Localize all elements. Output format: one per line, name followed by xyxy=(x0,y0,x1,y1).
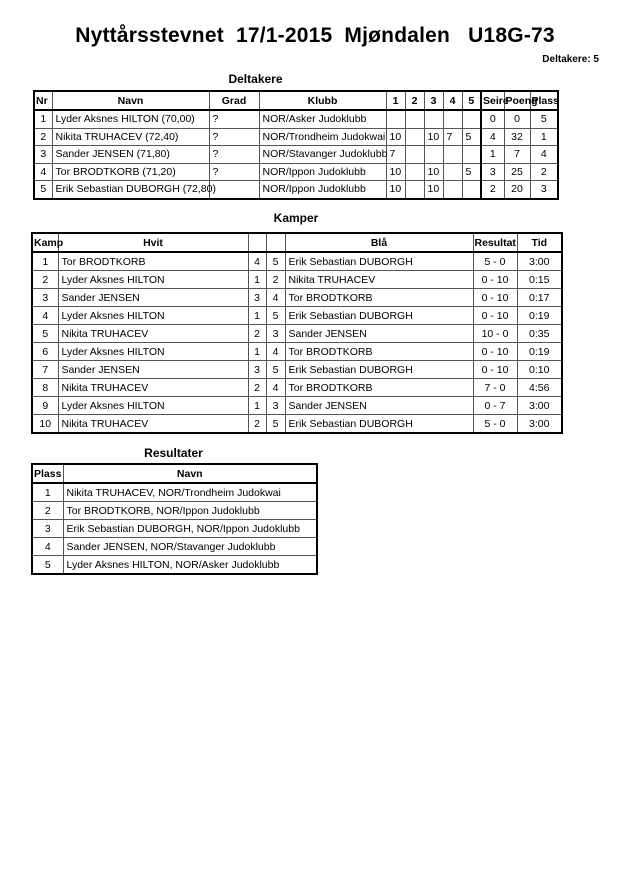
kamper-cell-hvit: Lyder Aksnes HILTON xyxy=(58,397,248,415)
deltakere-cell-navn: Tor BRODTKORB (71,20) xyxy=(52,163,209,181)
kamper-cell-resultat: 5 - 0 xyxy=(473,415,517,434)
kamper-cell-bla_nr: 4 xyxy=(266,343,285,361)
deltakere-title: Deltakere xyxy=(228,72,283,86)
deltakere-cell-plass: 2 xyxy=(530,163,558,181)
deltakere-col-header: 4 xyxy=(443,91,462,110)
kamper-row xyxy=(32,289,562,307)
kamper-cell-hvit: Nikita TRUHACEV xyxy=(58,325,248,343)
deltakere-cell-nr: 3 xyxy=(34,146,52,164)
resultater-col-header: Navn xyxy=(63,464,317,483)
resultater-cell-plass: 3 xyxy=(32,520,63,538)
resultater-row xyxy=(32,502,317,520)
kamper-cell-hvit_nr: 1 xyxy=(248,397,266,415)
kamper-cell-hvit_nr: 2 xyxy=(248,325,266,343)
kamper-col-header: Tid xyxy=(517,233,562,252)
kamper-cell-bla_nr: 4 xyxy=(266,289,285,307)
deltakere-cell-s2 xyxy=(405,146,424,164)
kamper-row xyxy=(32,252,562,271)
deltakere-cell-s5: 5 xyxy=(462,128,481,146)
kamper-cell-bla: Tor BRODTKORB xyxy=(285,343,473,361)
kamper-col-header xyxy=(266,233,285,252)
deltakere-col-header: 5 xyxy=(462,91,481,110)
deltakere-col-header: Grad xyxy=(209,91,259,110)
deltakere-cell-s3 xyxy=(424,146,443,164)
kamper-cell-bla: Sander JENSEN xyxy=(285,397,473,415)
kamper-cell-bla_nr: 4 xyxy=(266,379,285,397)
resultater-cell-plass: 2 xyxy=(32,502,63,520)
deltakere-cell-poeng: 32 xyxy=(504,128,530,146)
kamper-cell-bla_nr: 5 xyxy=(266,307,285,325)
kamper-row xyxy=(32,397,562,415)
kamper-cell-kamp: 10 xyxy=(32,415,58,434)
deltakere-cell-klubb: NOR/Trondheim Judokwai xyxy=(259,128,386,146)
kamper-cell-bla_nr: 3 xyxy=(266,397,285,415)
kamper-header-row xyxy=(32,233,562,252)
kamper-cell-tid: 4:56 xyxy=(517,379,562,397)
kamper-cell-hvit: Lyder Aksnes HILTON xyxy=(58,343,248,361)
kamper-cell-kamp: 8 xyxy=(32,379,58,397)
kamper-cell-resultat: 0 - 7 xyxy=(473,397,517,415)
kamper-cell-resultat: 0 - 10 xyxy=(473,361,517,379)
deltakere-cell-s5 xyxy=(462,146,481,164)
resultater-row xyxy=(32,483,317,502)
deltakere-cell-s3 xyxy=(424,110,443,128)
kamper-cell-hvit: Nikita TRUHACEV xyxy=(58,415,248,434)
deltakere-cell-s4 xyxy=(443,181,462,199)
kamper-cell-bla_nr: 5 xyxy=(266,415,285,434)
kamper-cell-resultat: 5 - 0 xyxy=(473,252,517,271)
deltakere-cell-s3: 10 xyxy=(424,181,443,199)
deltakere-cell-s2 xyxy=(405,110,424,128)
deltakere-col-header: 3 xyxy=(424,91,443,110)
deltakere-cell-seire: 2 xyxy=(481,181,504,199)
deltakere-row xyxy=(34,146,558,164)
deltakere-cell-navn: Nikita TRUHACEV (72,40) xyxy=(52,128,209,146)
kamper-cell-hvit: Sander JENSEN xyxy=(58,361,248,379)
kamper-cell-tid: 3:00 xyxy=(517,415,562,434)
deltakere-cell-grad: ? xyxy=(209,146,259,164)
deltakere-row xyxy=(34,128,558,146)
deltakere-cell-grad: ? xyxy=(209,110,259,128)
kamper-cell-bla_nr: 5 xyxy=(266,361,285,379)
deltakere-cell-plass: 3 xyxy=(530,181,558,199)
deltakere-cell-seire: 1 xyxy=(481,146,504,164)
kamper-cell-tid: 0:10 xyxy=(517,361,562,379)
kamper-cell-bla_nr: 3 xyxy=(266,325,285,343)
deltakere-row xyxy=(34,163,558,181)
kamper-cell-bla: Erik Sebastian DUBORGH xyxy=(285,252,473,271)
deltakere-cell-navn: Erik Sebastian DUBORGH (72,80) xyxy=(52,181,209,199)
kamper-cell-tid: 0:17 xyxy=(517,289,562,307)
deltakere-cell-seire: 0 xyxy=(481,110,504,128)
kamper-cell-bla_nr: 2 xyxy=(266,271,285,289)
deltakere-cell-poeng: 25 xyxy=(504,163,530,181)
kamper-col-header xyxy=(248,233,266,252)
kamper-row xyxy=(32,307,562,325)
deltakere-cell-grad xyxy=(209,181,259,199)
kamper-cell-bla: Tor BRODTKORB xyxy=(285,379,473,397)
resultater-cell-navn: Nikita TRUHACEV, NOR/Trondheim Judokwai xyxy=(63,483,317,502)
resultater-cell-navn: Sander JENSEN, NOR/Stavanger Judoklubb xyxy=(63,538,317,556)
deltakere-cell-klubb: NOR/Ippon Judoklubb xyxy=(259,163,386,181)
kamper-cell-hvit: Lyder Aksnes HILTON xyxy=(58,271,248,289)
kamper-cell-kamp: 1 xyxy=(32,252,58,271)
kamper-cell-bla: Nikita TRUHACEV xyxy=(285,271,473,289)
deltakere-row xyxy=(34,181,558,199)
deltakere-cell-seire: 3 xyxy=(481,163,504,181)
deltakere-cell-s2 xyxy=(405,128,424,146)
kamper-cell-bla: Sander JENSEN xyxy=(285,325,473,343)
deltakere-col-header: Seire xyxy=(481,91,504,110)
deltakere-cell-s5 xyxy=(462,181,481,199)
deltakere-cell-klubb: NOR/Asker Judoklubb xyxy=(259,110,386,128)
kamper-cell-kamp: 9 xyxy=(32,397,58,415)
deltakere-cell-s1: 10 xyxy=(386,163,405,181)
deltakere-cell-plass: 5 xyxy=(530,110,558,128)
deltakere-cell-navn: Sander JENSEN (71,80) xyxy=(52,146,209,164)
deltakere-col-header: Klubb xyxy=(259,91,386,110)
kamper-cell-hvit_nr: 4 xyxy=(248,252,266,271)
deltakere-cell-seire: 4 xyxy=(481,128,504,146)
deltakere-cell-klubb: NOR/Stavanger Judoklubb xyxy=(259,146,386,164)
resultater-col-header: Plass xyxy=(32,464,63,483)
kamper-col-header: Resultat xyxy=(473,233,517,252)
deltakere-cell-navn: Lyder Aksnes HILTON (70,00) xyxy=(52,110,209,128)
deltakere-cell-s4 xyxy=(443,110,462,128)
kamper-cell-hvit: Nikita TRUHACEV xyxy=(58,379,248,397)
deltakere-col-header: Plass xyxy=(530,91,558,110)
kamper-cell-hvit_nr: 1 xyxy=(248,343,266,361)
deltakere-cell-grad: ? xyxy=(209,128,259,146)
kamper-row xyxy=(32,343,562,361)
resultater-row xyxy=(32,538,317,556)
kamper-cell-bla: Erik Sebastian DUBORGH xyxy=(285,361,473,379)
kamper-cell-hvit_nr: 1 xyxy=(248,307,266,325)
deltakere-col-header: Nr xyxy=(34,91,52,110)
kamper-title: Kamper xyxy=(273,211,319,225)
kamper-row xyxy=(32,325,562,343)
resultater-cell-navn: Erik Sebastian DUBORGH, NOR/Ippon Judoklubb xyxy=(63,520,317,538)
kamper-cell-resultat: 0 - 10 xyxy=(473,289,517,307)
deltakere-cell-s3: 10 xyxy=(424,163,443,181)
deltakere-table xyxy=(33,90,559,200)
deltakere-col-header: 1 xyxy=(386,91,405,110)
kamper-cell-resultat: 7 - 0 xyxy=(473,379,517,397)
deltakere-cell-nr: 2 xyxy=(34,128,52,146)
kamper-row xyxy=(32,361,562,379)
kamper-row xyxy=(32,379,562,397)
deltakere-col-header: 2 xyxy=(405,91,424,110)
kamper-cell-kamp: 7 xyxy=(32,361,58,379)
kamper-cell-tid: 0:15 xyxy=(517,271,562,289)
deltakere-cell-s3: 10 xyxy=(424,128,443,146)
deltakere-cell-s2 xyxy=(405,163,424,181)
deltakere-cell-s4 xyxy=(443,146,462,164)
deltakere-cell-poeng: 20 xyxy=(504,181,530,199)
deltakere-cell-nr: 1 xyxy=(34,110,52,128)
deltakere-cell-s1: 7 xyxy=(386,146,405,164)
kamper-table xyxy=(31,232,563,434)
resultater-cell-plass: 4 xyxy=(32,538,63,556)
deltakere-cell-s5: 5 xyxy=(462,163,481,181)
kamper-cell-kamp: 3 xyxy=(32,289,58,307)
kamper-cell-tid: 0:19 xyxy=(517,307,562,325)
deltakere-col-header: Poeng xyxy=(504,91,530,110)
kamper-cell-hvit: Tor BRODTKORB xyxy=(58,252,248,271)
deltakere-cell-klubb: NOR/Ippon Judoklubb xyxy=(259,181,386,199)
deltakere-cell-plass: 4 xyxy=(530,146,558,164)
kamper-cell-resultat: 0 - 10 xyxy=(473,343,517,361)
deltakere-header-row xyxy=(34,91,558,110)
kamper-cell-resultat: 0 - 10 xyxy=(473,307,517,325)
resultater-row xyxy=(32,556,317,575)
kamper-row xyxy=(32,415,562,434)
kamper-col-header: Kamp xyxy=(32,233,58,252)
deltakere-cell-s1 xyxy=(386,110,405,128)
kamper-cell-kamp: 6 xyxy=(32,343,58,361)
kamper-cell-kamp: 4 xyxy=(32,307,58,325)
resultater-table xyxy=(31,463,318,575)
participants-count: Deltakere: 5 xyxy=(542,54,599,65)
deltakere-cell-s5 xyxy=(462,110,481,128)
deltakere-cell-nr: 4 xyxy=(34,163,52,181)
kamper-cell-kamp: 2 xyxy=(32,271,58,289)
kamper-cell-resultat: 10 - 0 xyxy=(473,325,517,343)
deltakere-cell-plass: 1 xyxy=(530,128,558,146)
page-title: Nyttårsstevnet 17/1-2015 Mjøndalen U18G-73 xyxy=(75,24,555,47)
deltakere-cell-s4 xyxy=(443,163,462,181)
kamper-cell-hvit_nr: 3 xyxy=(248,361,266,379)
deltakere-cell-s4: 7 xyxy=(443,128,462,146)
kamper-row xyxy=(32,271,562,289)
deltakere-cell-s2 xyxy=(405,181,424,199)
kamper-col-header: Hvit xyxy=(58,233,248,252)
kamper-cell-bla: Erik Sebastian DUBORGH xyxy=(285,307,473,325)
kamper-cell-tid: 0:19 xyxy=(517,343,562,361)
kamper-cell-hvit: Lyder Aksnes HILTON xyxy=(58,307,248,325)
kamper-cell-tid: 3:00 xyxy=(517,252,562,271)
deltakere-col-header: Navn xyxy=(52,91,209,110)
kamper-cell-bla: Erik Sebastian DUBORGH xyxy=(285,415,473,434)
resultater-row xyxy=(32,520,317,538)
kamper-cell-resultat: 0 - 10 xyxy=(473,271,517,289)
resultater-cell-plass: 1 xyxy=(32,483,63,502)
kamper-cell-hvit_nr: 1 xyxy=(248,271,266,289)
deltakere-cell-nr: 5 xyxy=(34,181,52,199)
deltakere-cell-poeng: 7 xyxy=(504,146,530,164)
kamper-cell-tid: 0:35 xyxy=(517,325,562,343)
kamper-cell-hvit_nr: 2 xyxy=(248,379,266,397)
deltakere-cell-s1: 10 xyxy=(386,181,405,199)
resultater-cell-plass: 5 xyxy=(32,556,63,575)
deltakere-row xyxy=(34,110,558,128)
deltakere-cell-grad: ? xyxy=(209,163,259,181)
kamper-cell-tid: 3:00 xyxy=(517,397,562,415)
resultater-cell-navn: Lyder Aksnes HILTON, NOR/Asker Judoklubb xyxy=(63,556,317,575)
kamper-cell-hvit: Sander JENSEN xyxy=(58,289,248,307)
resultater-cell-navn: Tor BRODTKORB, NOR/Ippon Judoklubb xyxy=(63,502,317,520)
kamper-cell-hvit_nr: 3 xyxy=(248,289,266,307)
resultater-title: Resultater xyxy=(144,446,203,460)
kamper-cell-bla: Tor BRODTKORB xyxy=(285,289,473,307)
kamper-cell-kamp: 5 xyxy=(32,325,58,343)
kamper-col-header: Blå xyxy=(285,233,473,252)
kamper-cell-bla_nr: 5 xyxy=(266,252,285,271)
resultater-header-row xyxy=(32,464,317,483)
deltakere-cell-poeng: 0 xyxy=(504,110,530,128)
deltakere-cell-s1: 10 xyxy=(386,128,405,146)
kamper-cell-hvit_nr: 2 xyxy=(248,415,266,434)
